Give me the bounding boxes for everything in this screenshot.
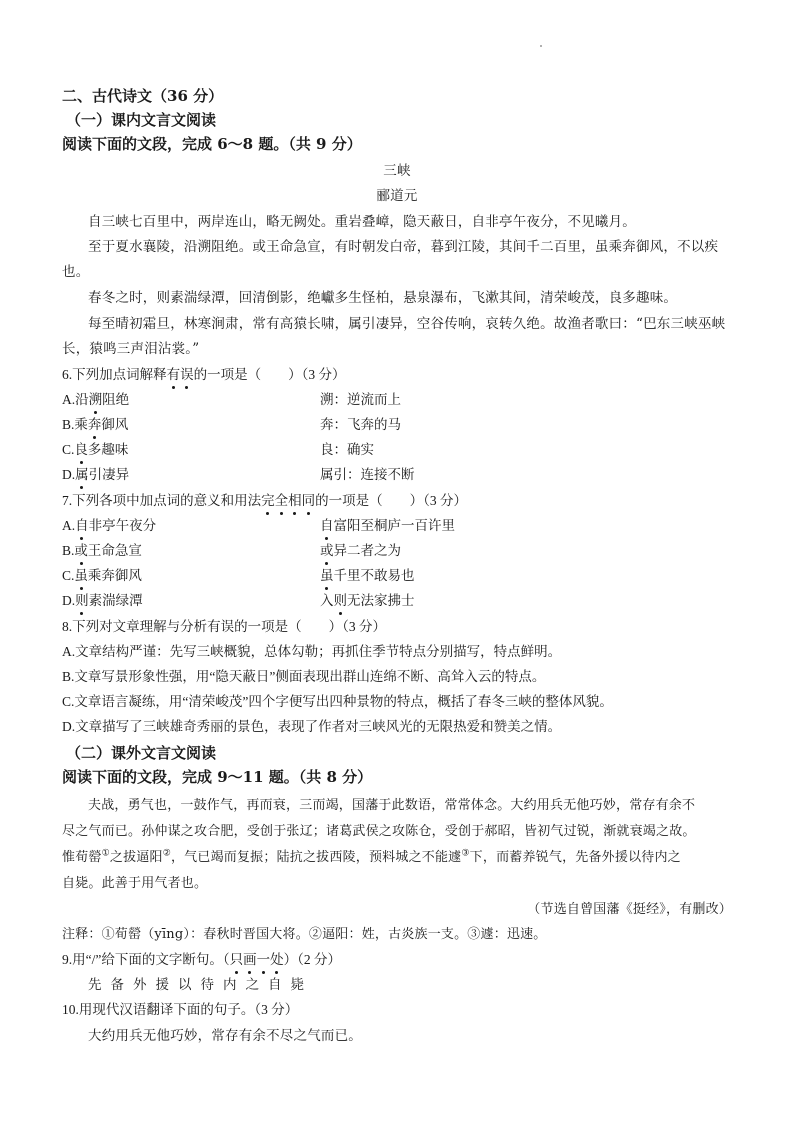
q6-option-d: D.属引凄异 属引：连接不断 bbox=[62, 465, 482, 485]
q6-option-b: B.乘奔御风 奔：飞奔的马 bbox=[62, 415, 482, 435]
scan-speck bbox=[540, 45, 542, 47]
q7-option-b: B.或王命急宣 或异二者之为 bbox=[62, 541, 542, 561]
part1-instruction: 阅读下面的文段，完成 6～8 题。（共 9 分） bbox=[62, 135, 362, 153]
q9-stem: 9.用“/”给下面的文字断句。（只画一处）（2 分） bbox=[62, 950, 341, 970]
q8-option-c: C.文章语言凝练，用“清荣峻茂”四个字便写出四种景物的特点，概括了春冬三峡的整体风貌。 bbox=[62, 694, 613, 709]
q8-option-a: A.文章结构严谨：先写三峡概貌，总体勾勒；再抓住季节特点分别描写，特点鲜明。 bbox=[62, 644, 562, 659]
passage2-source: （节选自曾国藩《挺经》，有删改） bbox=[527, 902, 732, 917]
passage1-line: 长，猿鸣三声泪沾裳。” bbox=[62, 341, 200, 357]
passage1-line: 每至晴初霜旦，林寒涧肃，常有高猿长啸，属引凄异，空谷传响，哀转久绝。故渔者歌曰：“巴东三峡巫峡 bbox=[88, 316, 726, 332]
passage1-line: 春冬之时，则素湍绿潭，回清倒影，绝巘多生怪柏，悬泉瀑布，飞漱其间，清荣峻茂，良多趣味。 bbox=[88, 290, 678, 306]
part1-title: （一）课内文言文阅读 bbox=[66, 111, 217, 129]
q8-option-b: B.文章写景形象性强，用“隐天蔽日”侧面表现出群山连绵不断、高耸入云的特点。 bbox=[62, 669, 546, 684]
passage2-line: 自毙。此善于用气者也。 bbox=[62, 876, 208, 891]
q6-option-a: A.沿溯阻绝 溯：逆流而上 bbox=[62, 390, 482, 410]
q8-option-d: D.文章描写了三峡雄奇秀丽的景色，表现了作者对三峡风光的无限热爱和赞美之情。 bbox=[62, 719, 562, 734]
part2-title: （二）课外文言文阅读 bbox=[66, 744, 217, 762]
q8-stem: 8.下列对文章理解与分析有误的一项是（ ）（3 分） bbox=[62, 619, 386, 634]
part2-instruction: 阅读下面的文段，完成 9～11 题。（共 8 分） bbox=[62, 768, 373, 786]
passage2-line: 夫战，勇气也，一鼓作气，再而衰，三而竭，国藩于此数语，常常体念。大约用兵无他巧妙，常存有余不 bbox=[88, 798, 696, 813]
passage2-line: 惟荀罃①之拔逼阳②，气已竭而复振；陆抗之拔西陵，预料城之不能遽③下，而蓄养锐气，先备外援以待内之 bbox=[62, 848, 681, 865]
passage2-line: 尽之气而已。孙仲谋之攻合肥，受创于张辽；诸葛武侯之攻陈仓，受创于郝昭，皆初气过锐，渐就衰竭之故。 bbox=[62, 824, 696, 839]
passage1-title: 三峡 bbox=[383, 163, 411, 179]
passage2-notes: 注释：①荀罃（yīng）：春秋时晋国大将。②逼阳：姓，古炎族一支。③遽：迅速。 bbox=[62, 927, 547, 942]
q6-option-c: C.良多趣味 良：确实 bbox=[62, 440, 482, 460]
section-title: 二、古代诗文（36 分） bbox=[62, 87, 224, 105]
passage1-line: 也。 bbox=[62, 264, 90, 280]
q7-option-c: C.虽乘奔御风 虽千里不敢易也 bbox=[62, 566, 542, 586]
q7-stem: 7.下列各项中加点词的意义和用法完全相同的一项是（ ）（3 分） bbox=[62, 491, 467, 511]
passage1-line: 自三峡七百里中，两岸连山，略无阙处。重岩叠嶂，隐天蔽日，自非亭午夜分，不见曦月。 bbox=[88, 214, 636, 230]
q7-option-a: A.自非亭午夜分 自富阳至桐庐一百许里 bbox=[62, 516, 542, 536]
q6-stem: 6.下列加点词解释有误的一项是（ ）（3 分） bbox=[62, 365, 346, 385]
q7-option-d: D.则素湍绿潭 入则无法家拂士 bbox=[62, 591, 542, 611]
passage1-author: 郦道元 bbox=[376, 188, 418, 204]
q10-sentence: 大约用兵无他巧妙，常存有余不尽之气而已。 bbox=[88, 1028, 362, 1044]
q9-text: 先备外援以待内之自毙 bbox=[88, 977, 313, 993]
passage1-line: 至于夏水襄陵，沿溯阻绝。或王命急宣，有时朝发白帝，暮到江陵，其间千二百里，虽乘奔御风，不以疾 bbox=[88, 239, 719, 255]
q10-stem: 10.用现代汉语翻译下面的句子。（3 分） bbox=[62, 1002, 299, 1017]
